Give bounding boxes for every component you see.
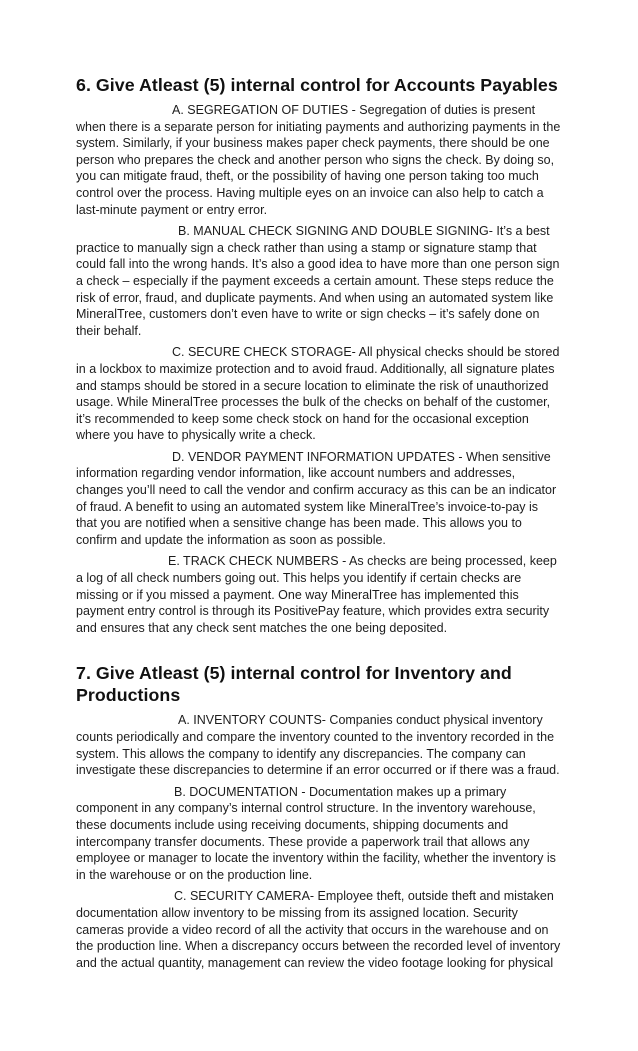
text-line: a check – especially if the payment exceeds a certain amount. These steps reduce the [76,273,554,288]
paragraph-documentation [76,784,562,884]
heading-line: Productions [76,685,181,706]
paragraph-inventory-counts [76,712,562,778]
text-line: payment entry control is through its PositivePay feature, which provides extra security [76,604,550,619]
text-line: B. MANUAL CHECK SIGNING AND DOUBLE SIGNING- It’s a best [178,224,550,239]
heading-line: 7. Give Atleast (5) internal control for Inventory and [76,663,512,684]
text-line: cameras provide a video record of all the activity that occurs in the warehouse and on [76,922,549,937]
text-line: and stamps should be stored in a secure location to eliminate the risk of unauthorized [76,378,549,393]
text-line: D. VENDOR PAYMENT INFORMATION UPDATES - When sensitive [172,449,551,464]
text-line: and the actual quantity, management can review the video footage looking for physical [76,955,554,970]
text-line: a log of all check numbers going out. This helps you identify if certain checks are [76,571,522,586]
text-line: that you are notified when a sensitive change has been made. This allows you to [76,516,522,531]
paragraph-security-camera [76,888,562,971]
text-line: investigate these discrepancies to determine if an error occurred or if there was a fraud. [76,763,560,778]
text-line: MineralTree, customers don’t even have to write or sign checks – it’s safely done on [76,307,540,322]
text-line: missing or if you missed a payment. One way MineralTree has implemented this [76,587,519,602]
section-inventory-productions [76,662,562,971]
text-line: could fall into the wrong hands. It’s also a good idea to have more than one person sign [76,257,560,272]
paragraph-track-check-numbers [76,553,562,636]
text-line: and ensures that any check sent matches the one being deposited. [76,620,448,635]
text-line: confirm and update the information as soon as possible. [76,532,386,547]
text-line: A. SEGREGATION OF DUTIES - Segregation of duties is present [172,103,536,117]
text-line: you can mitigate fraud, theft, or the possibility of having one person taking too much [76,169,539,184]
text-line: in a lockbox to maximize protection and to avoid fraud. Additionally, all signature plates [76,361,555,376]
text-line: risk of error, fraud, and duplicate payments. And when using an automated system like [76,290,554,305]
text-line: it’s recommended to keep some check stock on hand for the occasional exception [76,411,529,426]
text-line: B. DOCUMENTATION - Documentation makes up a primary [174,784,507,799]
text-line: changes you’ll need to call the vendor and confirm accuracy as this can be an indicator [76,483,557,498]
text-line: C. SECURE CHECK STORAGE- All physical checks should be stored [172,345,560,360]
text-line: in the warehouse or on the production line. [76,867,313,882]
text-line: A. INVENTORY COUNTS- Companies conduct physical inventory [178,713,543,728]
text-line: practice to manually sign a check rather than using a stamp or signature stamp that [76,240,537,255]
paragraph-vendor-payment-updates [76,449,562,549]
text-line: counts periodically and compare the inventory counted to the inventory recorded in the [76,730,555,744]
section-heading [76,662,562,706]
text-line: when there is a separate person for initiating payments and authorizing payments in the [76,119,561,134]
text-line: intercompany transfer documents. These provide a paperwork trail that allows any [76,834,530,849]
text-line: these documents include using receiving documents, shipping documents and [76,817,509,832]
text-line: E. TRACK CHECK NUMBERS - As checks are being processed, keep [168,554,557,569]
section-accounts-payables [76,74,562,636]
text-line: the production line. When a discrepancy occurs between the recorded level of inventory [76,939,561,954]
text-line: person who prepares the check and another person who signs the check. By doing so, [76,152,555,167]
text-line: their behalf. [76,323,142,338]
text-line: last-minute payment or entry error. [76,202,268,217]
text-line: documentation allow inventory to be missing from its assigned location. Security [76,905,518,920]
paragraph-segregation-of-duties [76,102,562,218]
text-line: system. Similarly, if your business makes paper check payments, there should be one [76,136,550,151]
text-line: employee or manager to locate the inventory within the facility, whether the inventory is [76,851,556,866]
text-line: system. This allows the company to identify any discrepancies. The company can [76,746,526,761]
paragraph-manual-check-signing [76,223,562,339]
text-line: usage. While MineralTree processes the bulk of the checks on behalf of the customer, [76,395,551,410]
text-line: control over the process. Having multiple eyes on an invoice can also help to catch a [76,185,544,200]
text-line: of fraud. A benefit to using an automated system like MineralTree’s invoice-to-pay is [76,499,539,514]
text-line: information regarding vendor information, like account numbers and addresses, [76,466,516,481]
text-line: where you have to physically write a check. [76,428,316,443]
text-line: C. SECURITY CAMERA- Employee theft, outside theft and mistaken [174,889,554,904]
section-heading: 6. Give Atleast (5) internal control for Accounts Payables [76,75,558,95]
text-line: component in any company’s internal control structure. In the inventory warehouse, [76,801,536,816]
paragraph-secure-check-storage [76,344,562,444]
